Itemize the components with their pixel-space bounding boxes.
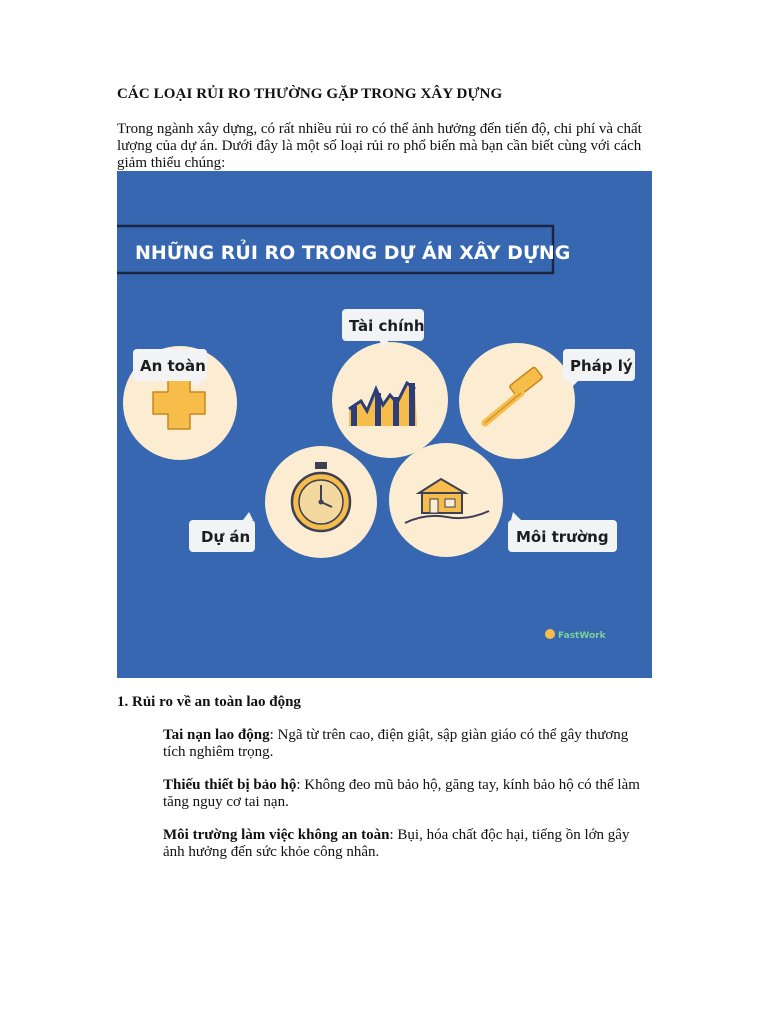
document-title: CÁC LOẠI RỦI RO THƯỜNG GẶP TRONG XÂY DỰNG [117, 86, 503, 102]
section-heading: 1. Rủi ro về an toàn lao động [117, 694, 301, 710]
item-term: Thiếu thiết bị bảo hộ [163, 777, 297, 793]
label-legal [563, 349, 635, 388]
label-finance-text: Tài chính [349, 317, 425, 335]
item-term: Tai nạn lao động [163, 727, 270, 743]
item-text: : Ngã từ trên cao, điện giật, sập giàn giáo có thể gây thương tích nghiêm trọng. [163, 727, 629, 760]
label-safety-text: An toàn [140, 357, 206, 375]
label-finance [342, 309, 425, 348]
banner [117, 226, 570, 273]
list-item [163, 827, 648, 861]
label-environment [508, 512, 617, 552]
risk-list [163, 727, 648, 877]
item-text: : Bụi, hóa chất độc hại, tiếng ồn lớn gây ảnh hưởng đến sức khỏe công nhân. [163, 827, 630, 860]
banner-title: NHỮNG RỦI RO TRONG DỰ ÁN XÂY DỰNG [135, 242, 571, 264]
label-project-text: Dự án [201, 528, 251, 546]
list-item [163, 727, 648, 761]
label-legal-text: Pháp lý [570, 357, 633, 375]
watermark-text: FastWork [558, 631, 606, 641]
label-project [189, 512, 255, 552]
item-term: Môi trường làm việc không an toàn [163, 827, 390, 843]
intro-paragraph: Trong ngành xây dựng, có rất nhiều rủi ro có thể ảnh hưởng đến tiến độ, chi phí và chất lượng của dự án. Dưới đây là một số loại rủi ro phổ biến mà bạn cần biết cùng với cách giảm thiểu chúng: [117, 121, 642, 171]
item-text: : Không đeo mũ bảo hộ, găng tay, kính bảo hộ có thể làm tăng nguy cơ tai nạn. [163, 777, 640, 810]
list-item [163, 777, 648, 811]
label-environment-text: Môi trường [516, 528, 609, 546]
fastwork-logo [545, 629, 607, 641]
risk-infographic [117, 171, 652, 678]
